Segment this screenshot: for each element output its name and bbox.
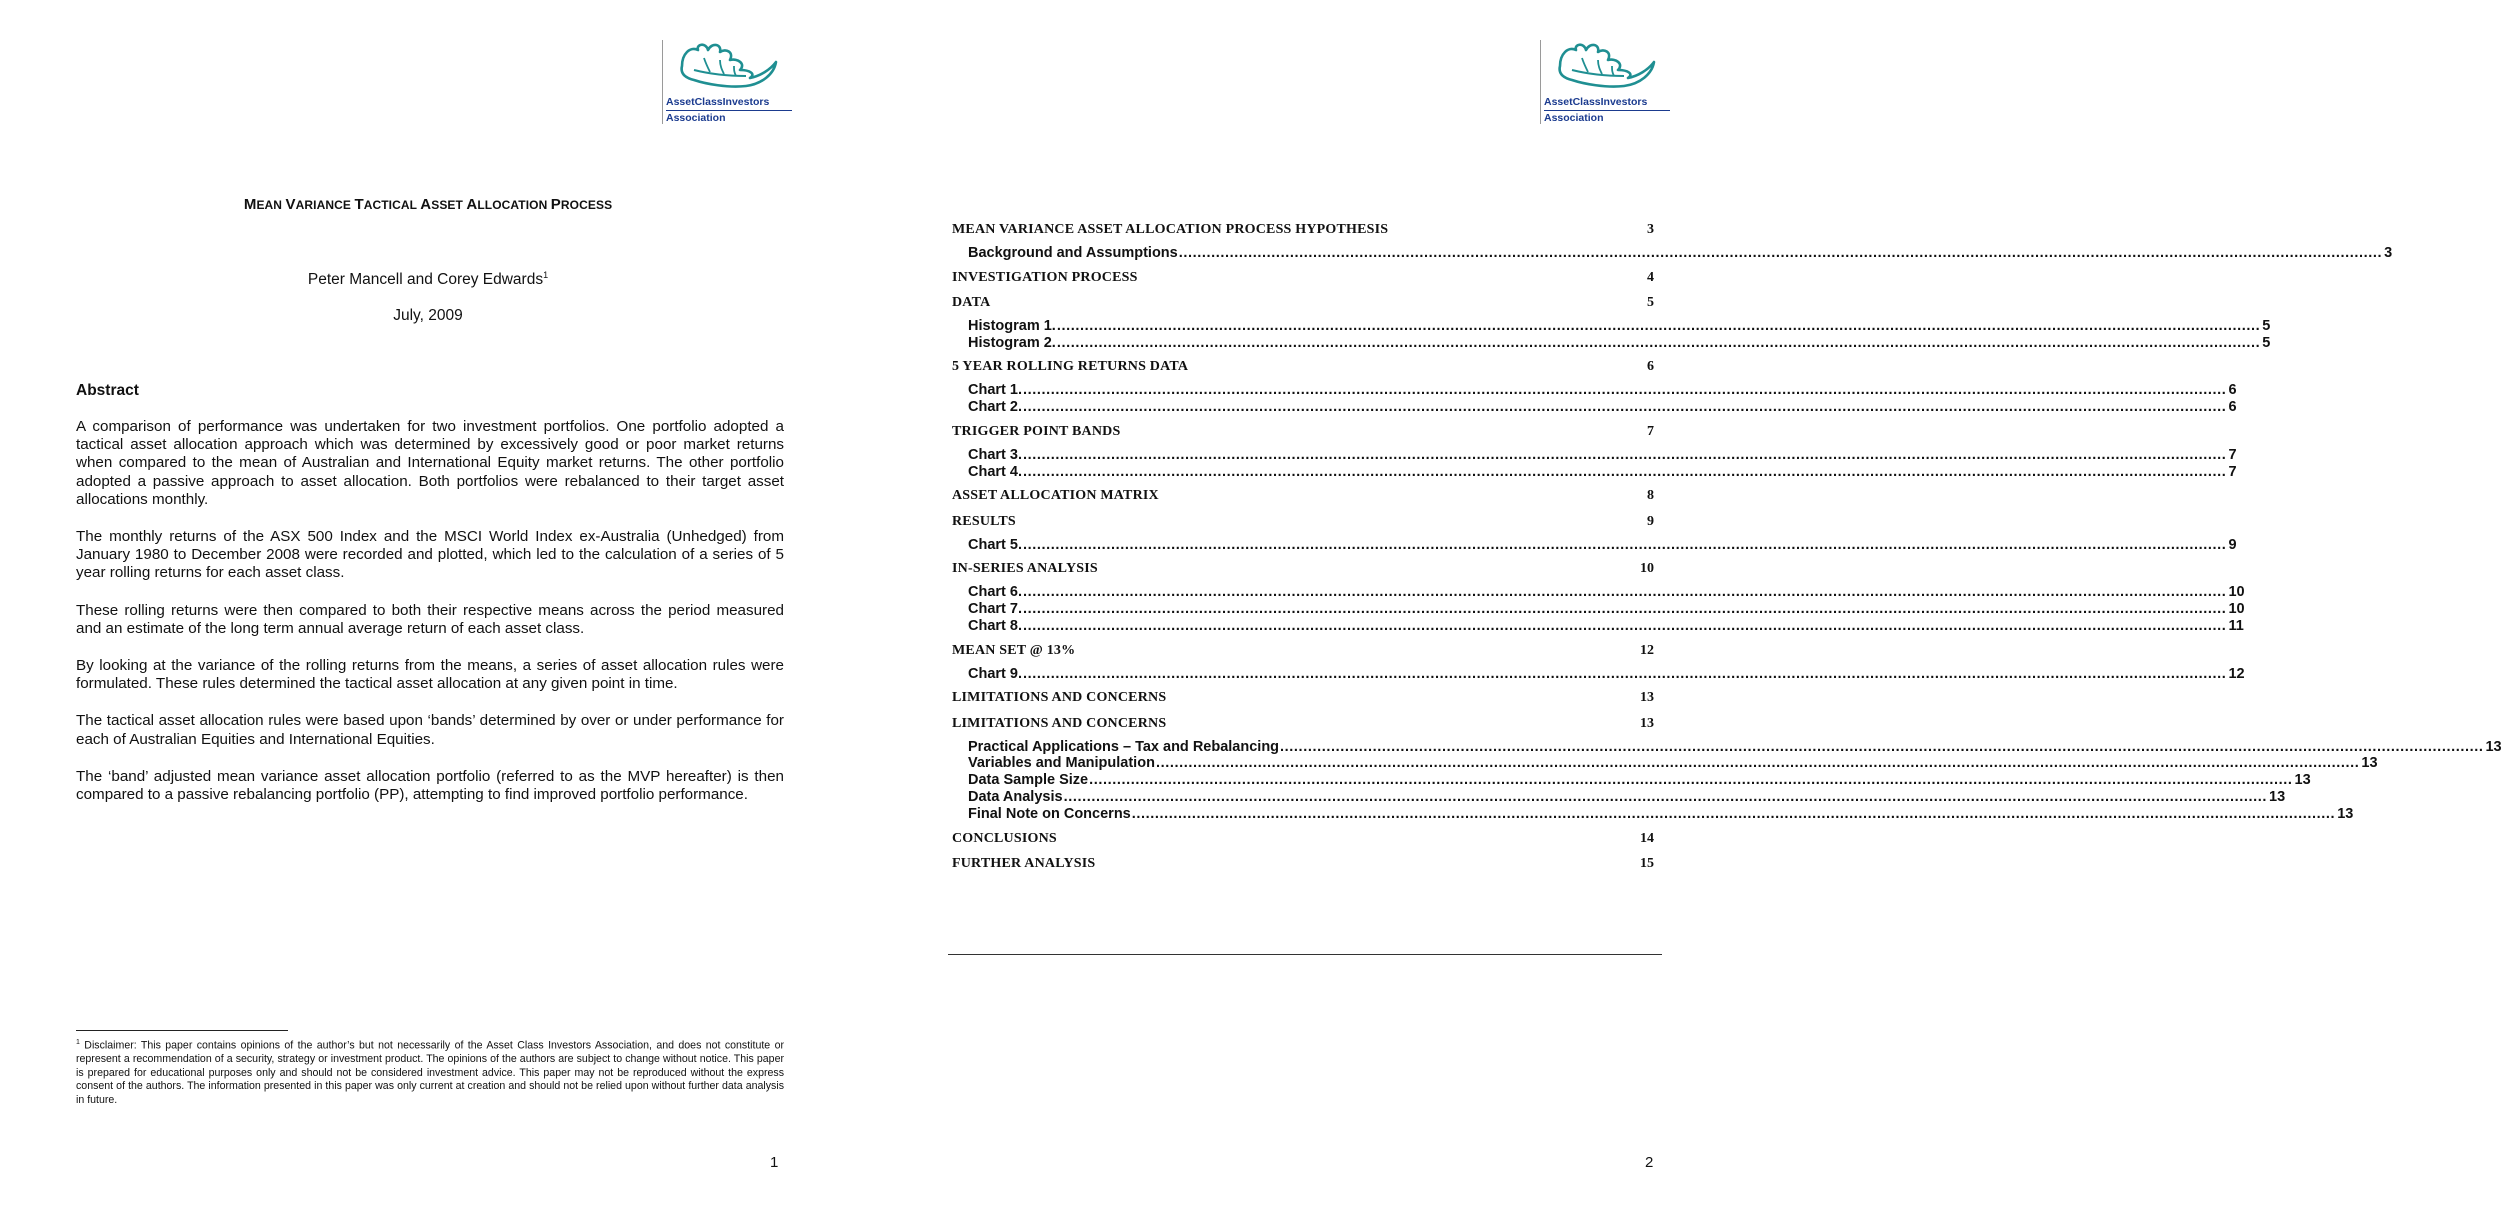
logo-subtext: Association xyxy=(1544,112,1604,124)
toc-dot-leader: .................................................................................................................................................................................................................................................................... xyxy=(1023,536,2227,553)
toc-line xyxy=(968,318,2271,334)
toc-page-number: 13 xyxy=(2361,755,2378,772)
abstract-paragraph: The monthly returns of the ASX 500 Index and the MSCI World Index ex-Australia (Unhedged) from January 1980 to December 2008 were recorded and plotted, which led to the calculation of a series of 5 year rolling returns for each asset class. xyxy=(76,528,784,582)
toc-title: FURTHER ANALYSIS xyxy=(952,856,1096,872)
toc-section[interactable] xyxy=(952,561,1656,579)
logo-underline xyxy=(666,110,792,111)
toc-dot-leader: .................................................................................................................................................................................................................................................................... xyxy=(1178,245,2383,261)
toc-title: ASSET ALLOCATION MATRIX xyxy=(952,488,1159,504)
footnote-number: 1 xyxy=(76,1039,80,1046)
logo-subtext: Association xyxy=(666,112,726,124)
page-number: 1 xyxy=(770,1154,779,1171)
toc-title: Variables and Manipulation xyxy=(968,755,1155,772)
title-part: P xyxy=(550,196,561,213)
footnote-separator xyxy=(76,1030,288,1031)
toc-page-number: 3 xyxy=(1647,222,1654,237)
toc-section[interactable] xyxy=(952,488,1656,506)
toc-subsection[interactable] xyxy=(952,318,2271,336)
toc-title: Practical Applications – Tax and Rebalancing xyxy=(968,738,1280,755)
toc-page-number: 5 xyxy=(2262,334,2271,351)
toc-section[interactable] xyxy=(952,831,1656,849)
toc-page-number: 13 xyxy=(1640,690,1654,705)
page-number: 2 xyxy=(1645,1154,1654,1171)
page-1 xyxy=(0,0,869,1206)
toc-page-number: 13 xyxy=(2337,806,2354,823)
toc-page-number: 12 xyxy=(2228,665,2245,682)
oak-leaf-icon xyxy=(676,40,780,94)
footnote-mark: 1 xyxy=(543,270,549,280)
toc-page-number: 13 xyxy=(2485,738,2502,755)
footnote-text: Disclaimer: This paper contains opinions of the author’s but not necessarily of the Asset Class Investors Association, and does not constitute or represent a recommendation of a security, strategy or investment product. The opinions of the authors are subject to change without notice. This paper is prepared for educational purposes only and should not be considered investment advice. This paper may not be reproduced without the express consent of the authors. The information presented in this paper was only current at creation and should not be relied upon without further data analysis in future. xyxy=(76,1039,784,1106)
toc-subsection[interactable] xyxy=(952,245,2393,263)
toc-page-number: 6 xyxy=(2228,399,2237,416)
toc-section[interactable] xyxy=(952,643,1656,661)
toc-end-rule xyxy=(948,954,1662,955)
title-part: V xyxy=(285,196,296,213)
toc-page-number: 13 xyxy=(2294,772,2311,789)
toc-title: Chart 4. xyxy=(968,463,1022,480)
toc-dot-leader: .................................................................................................................................................................................................................................................................... xyxy=(1023,601,2227,618)
toc-page-number: 5 xyxy=(2262,318,2271,334)
toc-page-number: 13 xyxy=(1640,715,1654,731)
toc-subsection[interactable] xyxy=(952,584,2245,602)
toc-page-number: 4 xyxy=(1647,269,1654,285)
toc-section[interactable] xyxy=(952,222,1656,240)
toc-title: Data Analysis xyxy=(968,789,1063,806)
toc-dot-leader: .................................................................................................................................................................................................................................................................... xyxy=(1023,382,2227,399)
toc-title: Data Sample Size xyxy=(968,772,1089,789)
toc-page-number: 8 xyxy=(1647,488,1654,504)
toc-line xyxy=(968,382,2237,399)
toc-line xyxy=(968,618,2244,634)
toc-title: Chart 9. xyxy=(968,665,1022,682)
toc-page-number: 15 xyxy=(1640,856,1654,872)
toc-subsection[interactable] xyxy=(952,665,2245,684)
logo-underline xyxy=(1544,110,1670,111)
toc-section[interactable] xyxy=(952,856,1656,874)
toc-page-number: 9 xyxy=(1647,513,1654,529)
toc-page-number: 3 xyxy=(2384,245,2393,261)
toc-title: Chart 5. xyxy=(968,536,1022,553)
toc-dot-leader: .................................................................................................................................................................................................................................................................... xyxy=(1131,806,2336,823)
logo-bar xyxy=(662,40,663,124)
toc-section[interactable] xyxy=(952,514,1656,532)
toc-page-number: 13 xyxy=(2269,789,2286,806)
toc-title: IN-SERIES ANALYSIS xyxy=(952,561,1098,577)
abstract-paragraph: These rolling returns were then compared to both their respective means across the period measured and an estimate of the long term annual average return of each asset class. xyxy=(76,601,784,637)
logo xyxy=(662,40,796,126)
toc-subsection[interactable] xyxy=(952,755,2378,773)
toc-line xyxy=(968,536,2237,553)
authors-names: Peter Mancell and Corey Edwards xyxy=(307,271,544,289)
title-part: LLOCATION xyxy=(477,198,551,212)
toc-title: Chart 6. xyxy=(968,584,1022,601)
abstract-paragraph: A comparison of performance was undertaken for two investment portfolios. One portfolio adopted a tactical asset allocation approach which was determined by excessively good or poor market returns when compared to the mean of Australian and International Equity market returns. The other portfolio adopted a passive approach to asset allocation. Both portfolios were rebalanced to their target asset allocations monthly. xyxy=(76,418,784,508)
title-part: ACTICAL xyxy=(363,198,421,212)
toc-line xyxy=(968,584,2245,601)
toc-subsection[interactable] xyxy=(952,618,2244,636)
toc-dot-leader: .................................................................................................................................................................................................................................................................... xyxy=(1023,463,2227,480)
toc-subsection[interactable] xyxy=(952,738,2502,757)
toc-section[interactable] xyxy=(952,270,1656,288)
abstract-paragraph: The ‘band’ adjusted mean variance asset allocation portfolio (referred to as the MVP hereafter) is then compared to a passive rebalancing portfolio (PP), attempting to find improved portfolio performance. xyxy=(76,767,784,804)
toc-title: Chart 2. xyxy=(968,399,1022,416)
toc-subsection[interactable] xyxy=(952,463,2237,482)
toc-title: TRIGGER POINT BANDS xyxy=(952,423,1121,439)
toc-dot-leader: .................................................................................................................................................................................................................................................................... xyxy=(1023,665,2227,682)
toc-section[interactable] xyxy=(952,716,1656,734)
toc-page-number: 11 xyxy=(2228,618,2244,634)
title-part: ROCESS xyxy=(560,198,613,212)
toc-title: INVESTIGATION PROCESS xyxy=(952,269,1138,285)
document-title xyxy=(76,196,780,213)
toc-subsection[interactable] xyxy=(952,446,2237,465)
toc-page-number: 10 xyxy=(2228,601,2245,618)
title-part: A xyxy=(466,196,478,213)
toc-page-number: 10 xyxy=(1640,561,1654,577)
toc-title: Histogram 1. xyxy=(968,318,1056,334)
title-part: SSET xyxy=(431,198,467,212)
toc-page-number: 12 xyxy=(1640,642,1654,658)
title-part: A xyxy=(420,196,432,213)
toc-page-number: 6 xyxy=(2228,382,2237,399)
title-part: ARIANCE xyxy=(295,198,355,212)
toc-page-number: 7 xyxy=(1647,423,1654,439)
oak-leaf-icon xyxy=(1554,40,1658,94)
title-part: T xyxy=(354,196,364,213)
toc-subsection[interactable] xyxy=(952,334,2271,353)
toc-title: RESULTS xyxy=(952,513,1016,529)
title-part: EAN xyxy=(256,198,286,212)
logo xyxy=(1540,40,1674,126)
page-2 xyxy=(870,0,2502,1206)
toc-page-number: 7 xyxy=(2228,463,2237,480)
toc-line xyxy=(968,789,2286,806)
toc-title: Background and Assumptions xyxy=(968,245,1178,261)
toc-title: 5 YEAR ROLLING RETURNS DATA xyxy=(952,359,1189,375)
toc-line xyxy=(968,738,2502,755)
toc-subsection[interactable] xyxy=(952,601,2245,619)
toc-section[interactable] xyxy=(952,424,1656,442)
toc-page-number: 7 xyxy=(2228,446,2237,463)
toc-dot-leader: .................................................................................................................................................................................................................................................................... xyxy=(1023,446,2227,463)
toc-page-number: 6 xyxy=(1647,359,1654,375)
toc-line xyxy=(968,446,2237,463)
toc-line xyxy=(968,463,2237,480)
toc-title: MEAN VARIANCE ASSET ALLOCATION PROCESS HYPOTHESIS xyxy=(952,222,1389,237)
toc-title: LIMITATIONS AND CONCERNS xyxy=(952,715,1167,731)
toc-title: Chart 1. xyxy=(968,382,1022,399)
toc-subsection[interactable] xyxy=(952,382,2237,400)
abstract-heading: Abstract xyxy=(76,382,139,399)
toc-subsection[interactable] xyxy=(952,772,2311,790)
toc-subsection[interactable] xyxy=(952,806,2354,824)
toc-section[interactable] xyxy=(952,295,1656,313)
authors xyxy=(76,270,780,289)
toc-title: Final Note on Concerns xyxy=(968,806,1131,823)
toc-line xyxy=(968,601,2245,618)
abstract-body xyxy=(76,418,784,823)
toc-dot-leader: .................................................................................................................................................................................................................................................................... xyxy=(1155,755,2360,772)
toc-title: Chart 3. xyxy=(968,446,1022,463)
toc-dot-leader: .................................................................................................................................................................................................................................................................... xyxy=(1056,334,2261,351)
toc-line xyxy=(968,806,2354,823)
logo-text: AssetClassInvestors xyxy=(666,96,770,108)
toc-title: Chart 7. xyxy=(968,601,1022,618)
footnote xyxy=(76,1036,784,1108)
toc-title: CONCLUSIONS xyxy=(952,830,1057,846)
logo-text: AssetClassInvestors xyxy=(1544,96,1648,108)
publication-date: July, 2009 xyxy=(393,307,463,324)
toc-title: Chart 8. xyxy=(968,618,1022,634)
toc-page-number: 5 xyxy=(1647,295,1654,310)
toc-dot-leader: .................................................................................................................................................................................................................................................................... xyxy=(1089,772,2293,789)
toc-line xyxy=(968,399,2237,416)
toc-title: LIMITATIONS AND CONCERNS xyxy=(952,690,1167,705)
toc-dot-leader: .................................................................................................................................................................................................................................................................... xyxy=(1023,399,2227,416)
toc-page-number: 9 xyxy=(2228,536,2237,553)
toc-line xyxy=(968,755,2378,772)
toc-dot-leader: .................................................................................................................................................................................................................................................................... xyxy=(1280,738,2484,755)
toc-title: Histogram 2. xyxy=(968,334,1056,351)
toc-title: DATA xyxy=(952,295,991,310)
toc-subsection[interactable] xyxy=(952,789,2286,807)
title-part: M xyxy=(243,196,257,213)
toc-dot-leader: .................................................................................................................................................................................................................................................................... xyxy=(1063,789,2267,806)
logo-bar xyxy=(1540,40,1541,124)
toc-dot-leader: .................................................................................................................................................................................................................................................................... xyxy=(1023,584,2227,601)
toc-dot-leader: .................................................................................................................................................................................................................................................................... xyxy=(1056,318,2261,334)
toc-page-number: 10 xyxy=(2228,584,2245,601)
abstract-paragraph: The tactical asset allocation rules were based upon ‘bands’ determined by over or under performance for each of Australian Equities and International Equities. xyxy=(76,712,784,748)
toc-dot-leader: .................................................................................................................................................................................................................................................................... xyxy=(1023,618,2227,634)
toc-subsection[interactable] xyxy=(952,536,2237,555)
toc-line xyxy=(968,665,2245,682)
toc-section[interactable] xyxy=(952,690,1656,708)
toc-section[interactable] xyxy=(952,359,1656,377)
toc-subsection[interactable] xyxy=(952,399,2237,417)
toc-line xyxy=(968,772,2311,789)
toc-page-number: 14 xyxy=(1640,830,1654,846)
toc-line xyxy=(968,245,2393,261)
toc-title: MEAN SET @ 13% xyxy=(952,642,1076,658)
toc-line xyxy=(968,334,2271,351)
abstract-paragraph: By looking at the variance of the rolling returns from the means, a series of asset allocation rules were formulated. These rules determined the tactical asset allocation at any given point in time. xyxy=(76,657,784,693)
